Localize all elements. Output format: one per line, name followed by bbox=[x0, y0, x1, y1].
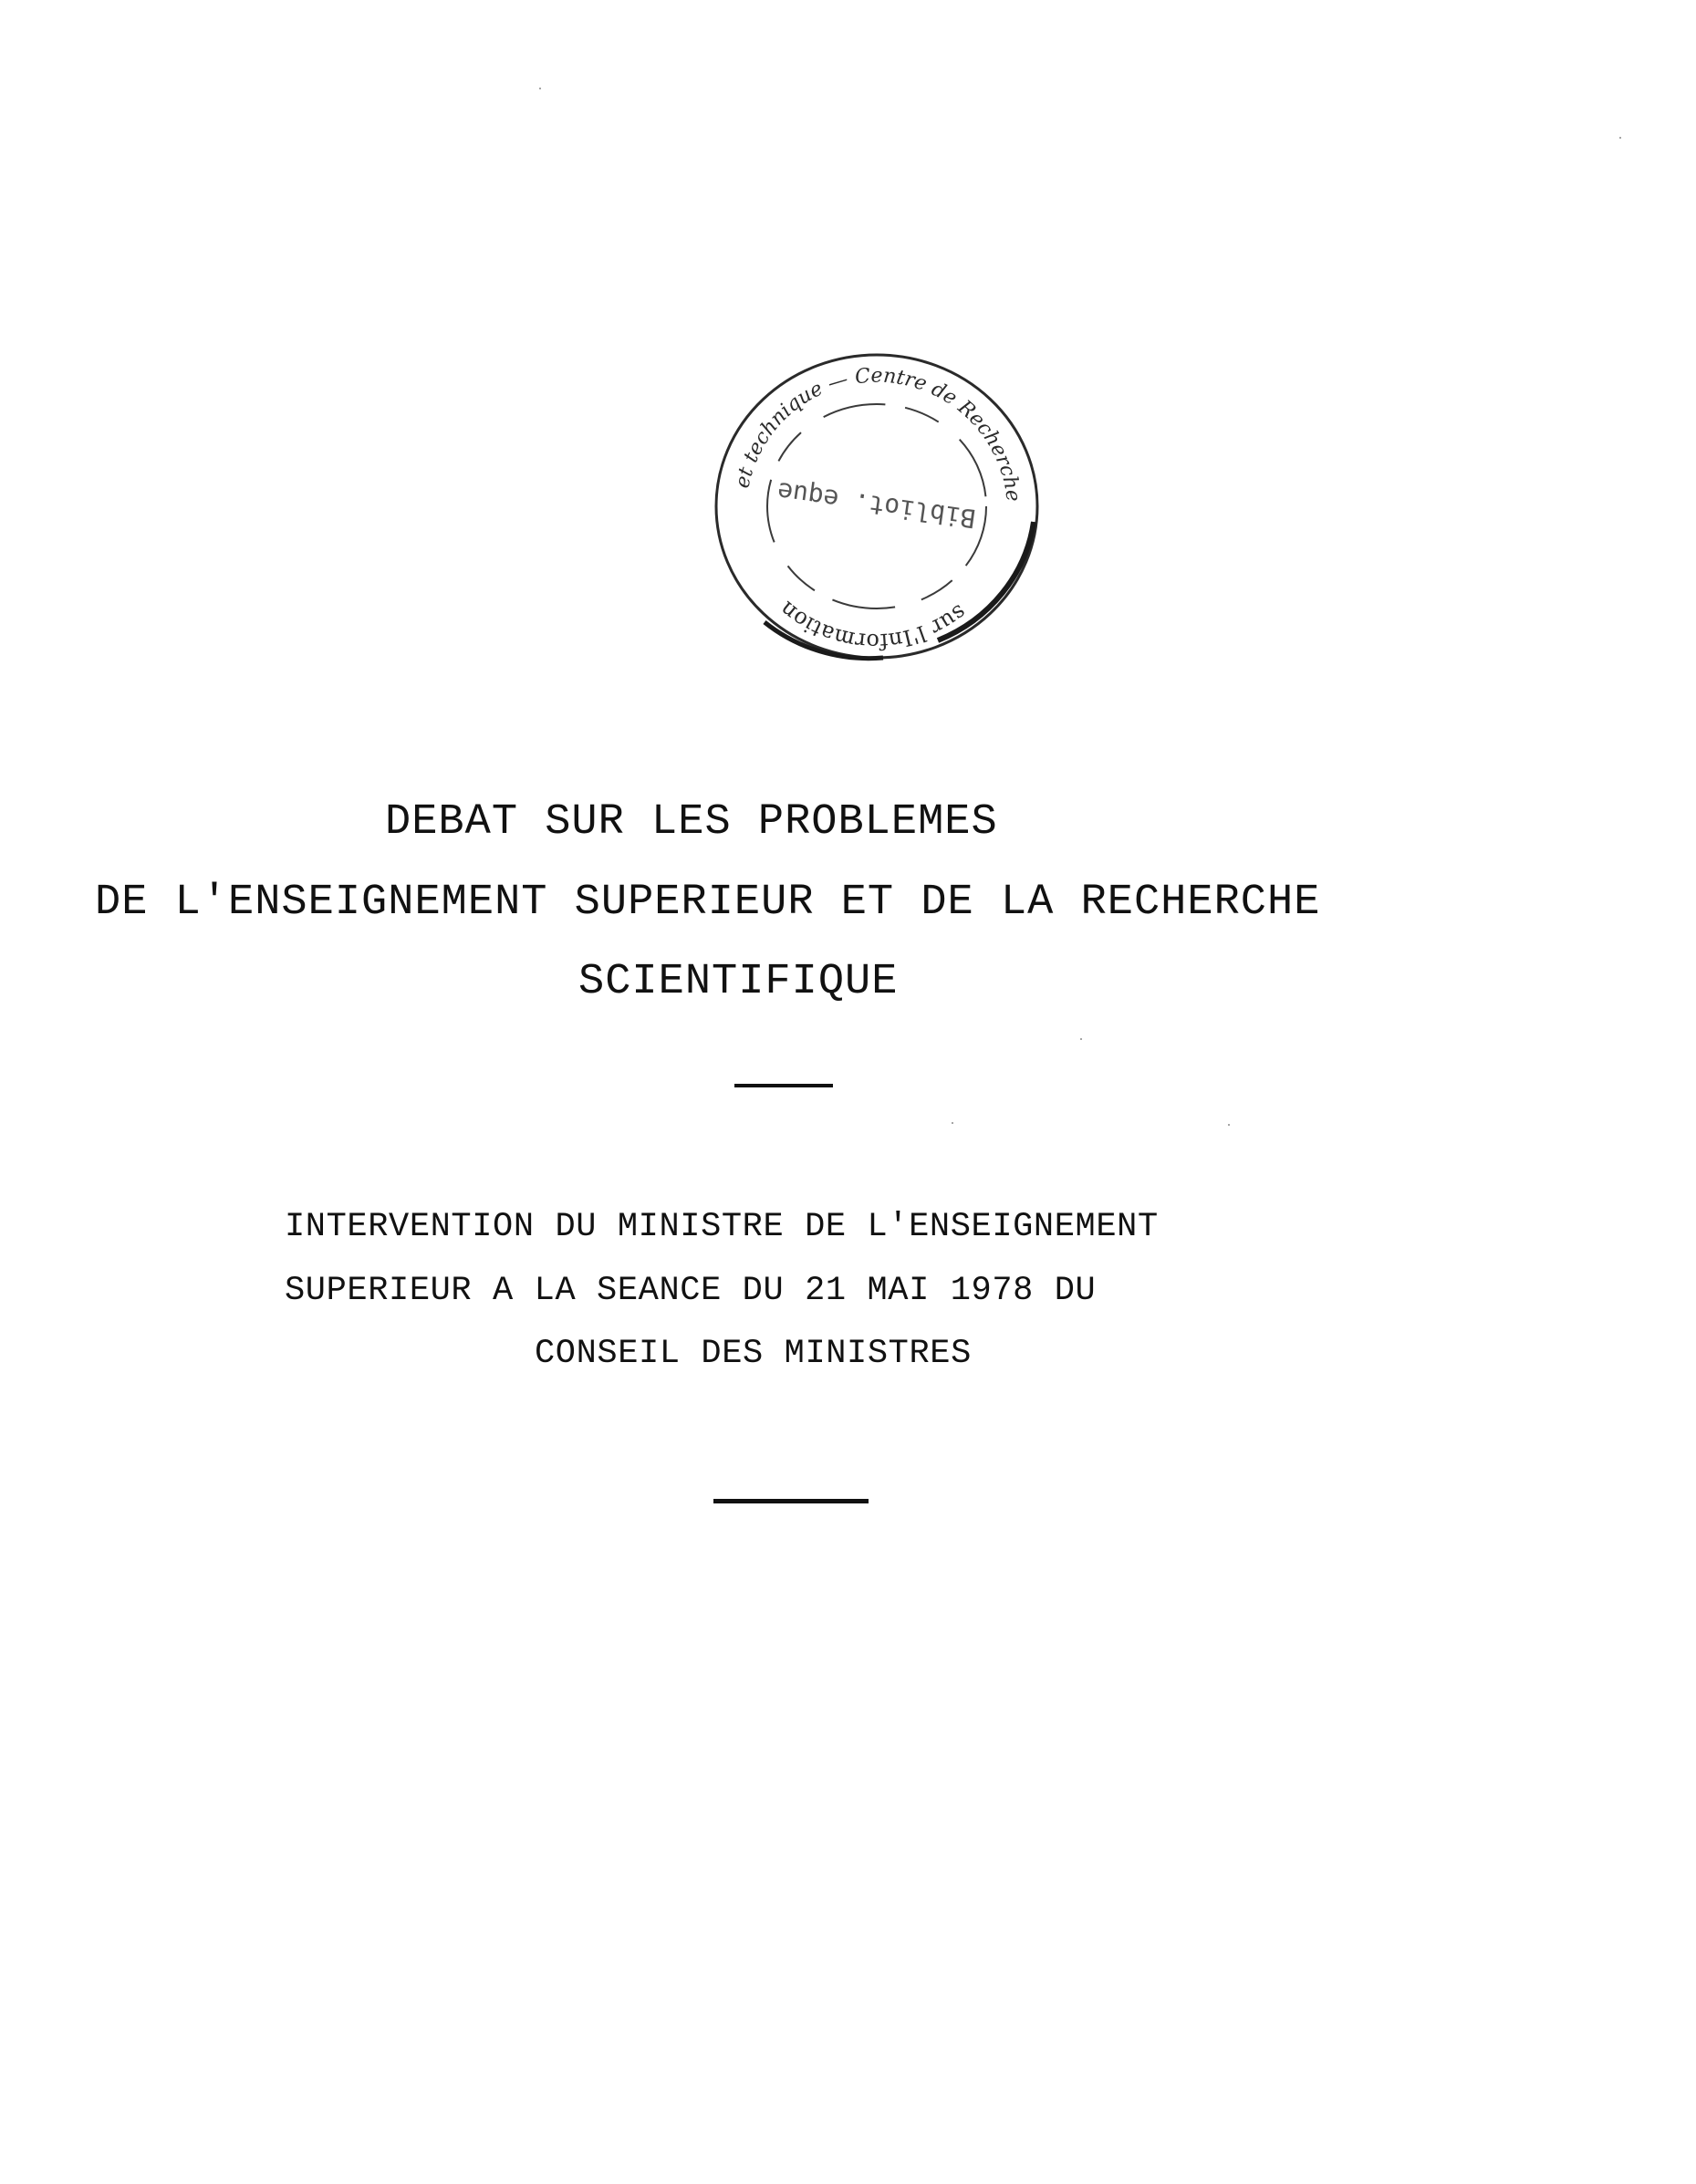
scan-speck bbox=[1080, 1038, 1082, 1040]
subtitle-line-2: SUPERIEUR A LA SEANCE DU 21 MAI 1978 DU bbox=[285, 1272, 1097, 1310]
scan-speck bbox=[1619, 137, 1621, 139]
subtitle-line-1: INTERVENTION DU MINISTRE DE L'ENSEIGNEMENT bbox=[285, 1208, 1159, 1246]
separator-rule bbox=[734, 1084, 833, 1087]
stamp-outer-text-bottom: sur l'Information bbox=[775, 596, 972, 655]
library-stamp bbox=[710, 348, 1044, 664]
svg-text:et technique — Centre de Reche bbox=[731, 365, 1025, 504]
scan-speck bbox=[539, 88, 541, 89]
title-line-2: DE L'ENSEIGNEMENT SUPERIEUR ET DE LA RECHERCHE bbox=[95, 879, 1321, 927]
title-line-1: DEBAT SUR LES PROBLEMES bbox=[385, 798, 998, 847]
scan-speck bbox=[1228, 1124, 1230, 1126]
stamp-outer-text-top: et technique — Centre de Recherche bbox=[731, 364, 1025, 504]
title-line-3: SCIENTIFIQUE bbox=[578, 958, 899, 1006]
scan-speck bbox=[952, 1122, 953, 1124]
subtitle-line-3: CONSEIL DES MINISTRES bbox=[535, 1335, 972, 1373]
separator-rule bbox=[713, 1499, 869, 1503]
stamp-inner-text: Bibliot. eque bbox=[775, 475, 978, 535]
